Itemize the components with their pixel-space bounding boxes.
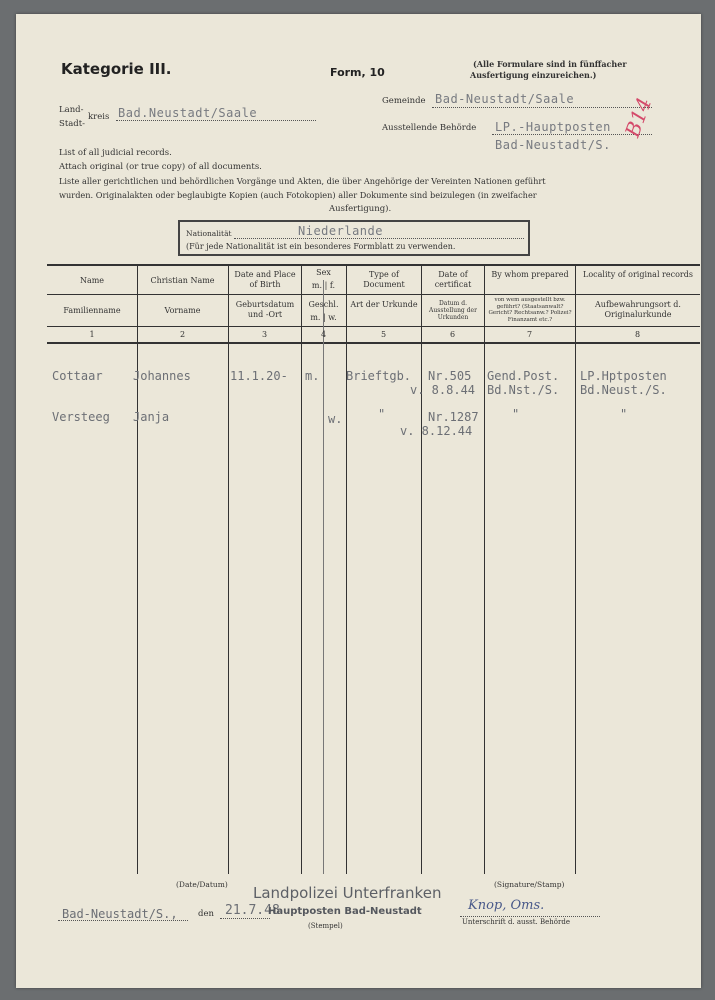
signature-line [460,916,600,917]
col4-header-en: Sex [316,268,331,277]
col7-number: 7 [526,330,533,339]
row1-vorname: Johannes [133,369,191,383]
row2-sex: w. [328,412,343,426]
row2-vorname: Janja [133,410,170,424]
instruction-3: Liste aller gerichtlichen und behördlichen Vorgänge und Akten, die über Angehörige der Vereinten Nationen geführt [59,176,546,186]
copies-note-line2: Ausfertigung einzureichen.) [470,70,597,80]
unterschrift-label: Unterschrift d. ausst. Behörde [462,918,570,926]
instruction-4: wurden. Originalakten oder beglaubigte Kopien (auch Fotokopien) aller Dokumente sind beizulegen (in zweifacher [59,190,537,200]
col-divider-1 [137,264,138,874]
behoerde-value-2: Bad-Neustadt/S. [495,138,611,152]
col6-header-de: Datum d. Ausstellung der Urkunden [429,300,477,321]
stamp-line-1: Landpolizei Unterfranken [253,884,442,902]
date-label: (Date/Datum) [176,880,228,889]
landkreis-label-top: Land- [59,105,84,115]
col3-header-de: Geburtsdatum und -Ort [235,300,295,319]
category-title: Kategorie III. [61,60,172,78]
table-body-top [47,342,700,344]
row2-prepared-by: " [512,407,520,421]
row1-prepared-by-1: Gend.Post. [487,369,560,383]
col8-header-de: Aufbewahrungsort d. Originalurkunde [595,300,681,319]
gemeinde-label: Gemeinde [382,96,426,106]
col4-subheader-en: m. | f. [311,281,336,290]
table-header-divider [47,294,700,295]
col1-header-de: Familienname [63,306,121,315]
row1-locality-2: Bd.Neust./S. [580,383,667,397]
row1-prepared-by-2: Bd.Nst./S. [487,383,560,397]
col2-number: 2 [179,330,186,339]
row1-birth: 11.1.20- [230,369,288,383]
col-divider-5 [421,264,422,874]
row1-doc-date: v. 8.8.44 [410,383,476,397]
col3-number: 3 [261,330,268,339]
col-divider-3 [301,264,302,874]
row1-name: Cottaar [52,369,103,383]
signature: Knop, Oms. [468,898,545,913]
stamp-line-2: Hauptposten Bad-Neustadt [268,906,422,917]
red-annotation: B14 [620,94,657,141]
col4-subheader-de: m. | w. [310,313,337,322]
col8-header-en: Locality of original records [583,270,693,279]
col-divider-7 [575,264,576,874]
col5-header-en: Type of Document [363,270,405,289]
col-divider-2 [228,264,229,874]
col7-header-en: By whom prepared [491,270,569,279]
col-divider-6 [484,264,485,874]
col7-header-de: von wem ausgestellt bzw. geführt? (Staatsanwalt? Gericht? Rechtsanw.? Polizei? Finanzamt etc.? [488,297,572,323]
instruction-1: List of all judicial records. [59,148,172,158]
gemeinde-line [432,107,652,108]
behoerde-label: Ausstellende Behörde [382,123,477,133]
row1-locality-1: LP.Hptposten [580,369,667,383]
table-number-divider [47,326,700,327]
col3-header-en: Date and Place of Birth [234,270,296,289]
col6-number: 6 [449,330,456,339]
table-top-border [47,264,700,266]
col2-header-de: Vorname [164,306,201,315]
row2-locality: " [620,407,628,421]
col-divider-sex [323,280,324,874]
col4-number: 4 [320,330,327,339]
landkreis-line [116,120,316,121]
row2-doc-type: " [378,407,386,421]
stempel-label: (Stempel) [308,922,343,930]
signature-label: (Signature/Stamp) [494,880,565,889]
nationality-label: Nationalität [186,229,232,238]
nationality-value: Niederlande [298,224,383,238]
row1-sex: m. [305,369,320,383]
footer-date: 21.7.48 [225,903,280,918]
landkreis-label-bottom: Stadt- [59,119,86,129]
col5-header-de: Art der Urkunde [350,300,418,309]
nationality-note: (Für jede Nationalität ist ein besonderes Formblatt zu verwenden. [186,242,456,251]
behoerde-value-1: LP.-Hauptposten [495,120,611,134]
col5-number: 5 [380,330,387,339]
col6-header-en: Date of certificat [434,270,472,289]
landkreis-label-kreis: kreis [88,112,110,122]
col8-number: 8 [634,330,641,339]
landkreis-value: Bad.Neustadt/Saale [118,106,258,120]
col4-header-de: Geschl. [308,300,339,309]
footer-den: den [198,909,214,919]
footer-place: Bad-Neustadt/S., [62,907,178,921]
col1-number: 1 [89,330,95,339]
date-line [220,918,270,919]
col1-header-en: Name [79,276,105,285]
row1-doc-number: Nr.505 [428,369,472,383]
row1-doc-type: Brieftgb. [346,369,412,383]
nationality-line [234,238,524,239]
instruction-5: Ausfertigung). [329,204,392,214]
row2-doc-number: Nr.1287 [428,410,479,424]
copies-note-line1: (Alle Formulare sind in fünffacher [473,59,627,69]
row2-doc-date: v. 8.12.44 [400,424,473,438]
form-number: Form, 10 [330,66,385,79]
place-line [58,920,188,921]
instruction-2: Attach original (or true copy) of all documents. [59,162,262,172]
gemeinde-value: Bad-Neustadt/Saale [435,92,575,106]
row2-name: Versteeg [52,410,110,424]
col-divider-4 [346,264,347,874]
document-page [16,14,701,988]
col2-header-en: Christian Name [150,276,215,285]
